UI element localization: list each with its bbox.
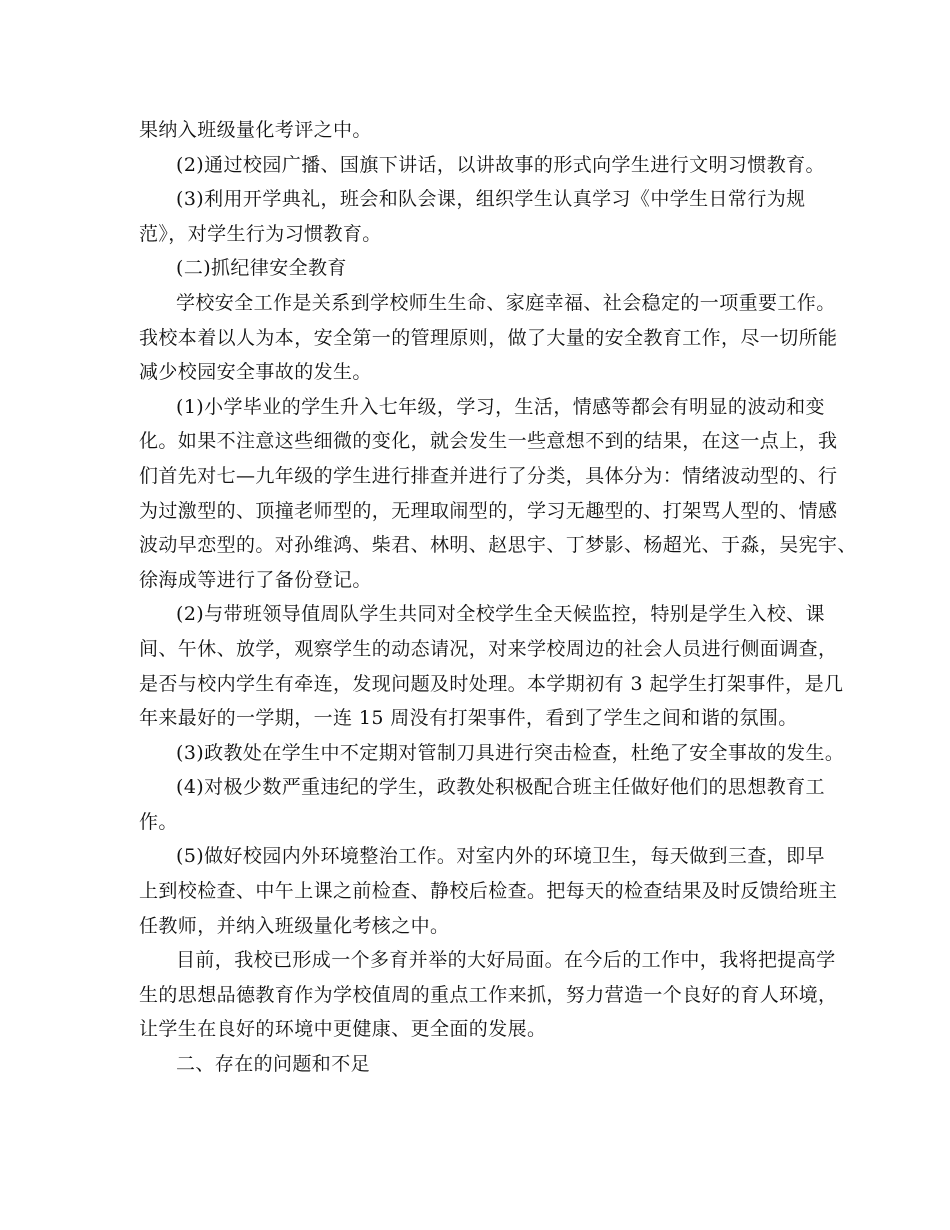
text-line: 目前，我校已形成一个多育并举的大好局面。在今后的工作中，我将把提高学 (176, 949, 836, 972)
text-line: (1)小学毕业的学生升入七年级，学习，生活，情感等都会有明显的波动和变 (176, 395, 825, 418)
text-line: 任教师，并纳入班级量化考核之中。 (139, 914, 450, 937)
text-line: 上到校检查、中午上课之前检查、静校后检查。把每天的检查结果及时反馈给班主 (139, 880, 838, 903)
document-body (139, 113, 857, 1082)
text-line: 波动早恋型的。对孙维鸿、柴君、林明、赵思宇、丁梦影、杨超光、于淼，吴宪宇、 (139, 534, 857, 557)
text-line: 让学生在良好的环境中更健康、更全面的发展。 (139, 1018, 547, 1041)
text-line: 我校本着以人为本，安全第一的管理原则，做了大量的安全教育工作，尽一切所能 (139, 326, 838, 349)
text-line: (2)与带班领导值周队学生共同对全校学生全天候监控，特别是学生入校、课 (176, 603, 825, 626)
text-line: 年来最好的一学期，一连 15 周没有打架事件，看到了学生之间和谐的氛围。 (139, 707, 798, 730)
text-line: 为过激型的、顶撞老师型的，无理取闹型的，学习无趣型的、打架骂人型的、情感 (139, 499, 838, 522)
text-line: 范》，对学生行为习惯教育。 (139, 222, 382, 245)
text-line: 作。 (139, 810, 178, 833)
text-line: (2)通过校园广播、国旗下讲话，以讲故事的形式向学生进行文明习惯教育。 (176, 153, 825, 176)
text-line: 间、午休、放学，观察学生的动态请况，对来学校周边的社会人员进行侧面调查， (139, 637, 838, 660)
text-line: 果纳入班级量化考评之中。 (139, 119, 372, 141)
text-line: 化。如果不注意这些细微的变化，就会发生一些意想不到的结果，在这一点上，我 (139, 430, 838, 453)
section-heading: (二)抓纪律安全教育 (176, 257, 347, 280)
text-line: 学校安全工作是关系到学校师生生命、家庭幸福、社会稳定的一项重要工作。 (176, 291, 836, 314)
text-line: 是否与校内学生有牵连，发现问题及时处理。本学期初有 3 起学生打架事件，是几 (139, 672, 844, 695)
text-line: 减少校园安全事故的发生。 (139, 361, 372, 384)
section-heading: 二、存在的问题和不足 (176, 1053, 371, 1076)
text-line: 生的思想品德教育作为学校值周的重点工作来抓，努力营造一个良好的育人环境， (139, 983, 838, 1006)
text-line: (3)利用开学典礼，班会和队会课，组织学生认真学习《中学生日常行为规 (176, 188, 806, 211)
text-line: (4)对极少数严重违纪的学生，政教处积极配合班主任做好他们的思想教育工 (176, 776, 825, 799)
text-line: (5)做好校园内外环境整治工作。对室内外的环境卫生，每天做到三查，即早 (176, 845, 825, 868)
text-line: 徐海成等进行了备份登记。 (139, 568, 372, 591)
text-line: (3)政教处在学生中不定期对管制刀具进行突击检查，杜绝了安全事故的发生。 (176, 741, 845, 764)
text-line: 们首先对七—九年级的学生进行排查并进行了分类，具体分为：情绪波动型的、行 (139, 464, 838, 487)
